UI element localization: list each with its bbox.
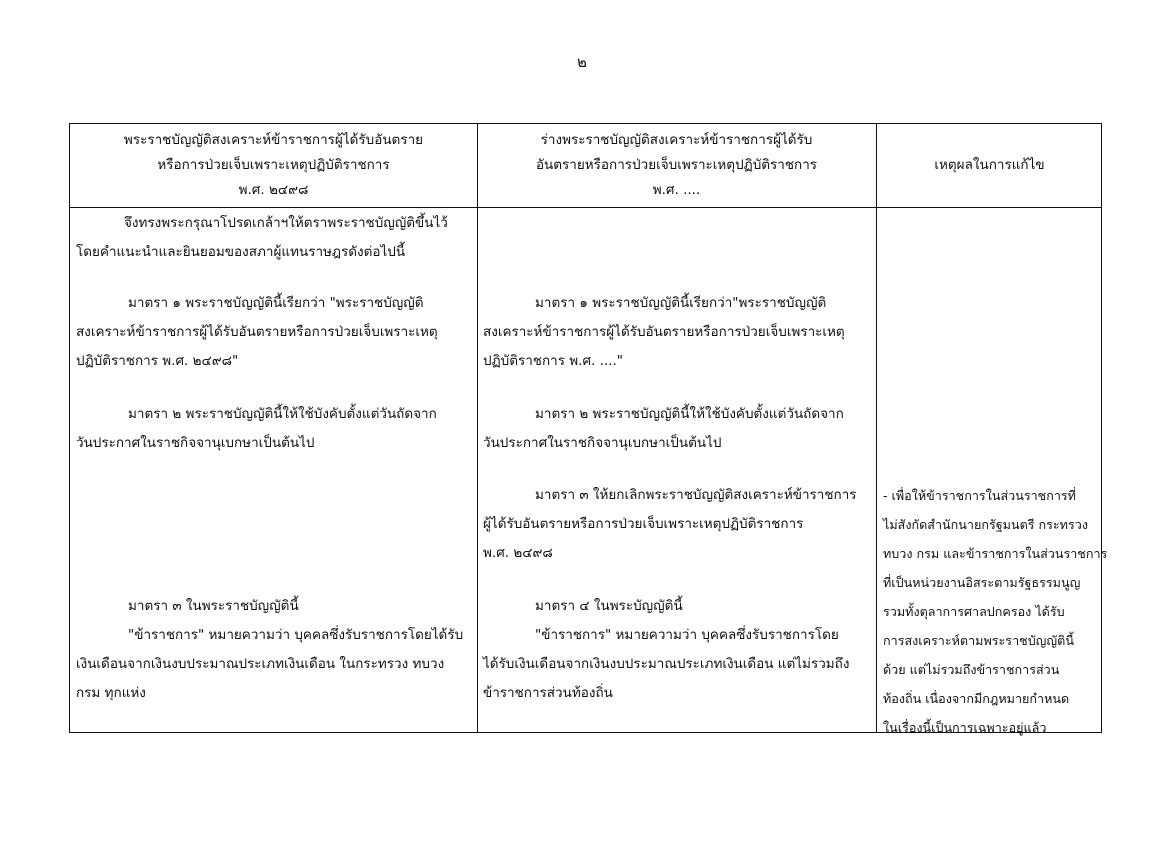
col1-section-3	[76, 592, 463, 708]
text-line: ไม่สังกัดสำนักนายกรัฐมนตรี กระทรวง	[883, 517, 1088, 532]
header-line: พ.ศ. ๒๔๙๘	[238, 182, 309, 198]
header-reason	[876, 124, 1103, 207]
text-line: มาตรา ๓ ในพระราชบัญญัตินี้	[128, 598, 299, 614]
col2-section-1	[483, 289, 845, 376]
text-line: กรม ทุกแห่ง	[76, 685, 146, 701]
text-line: รวมทั้งตุลาการศาลปกครอง ได้รับ	[883, 604, 1065, 619]
text-line: ผู้ได้รับอันตรายหรือการป่วยเจ็บเพราะเหตุปฏิบัติราชการ	[483, 516, 804, 532]
col2-section-3	[483, 481, 857, 568]
text-line: โดยคำแนะนำและยินยอมของสภาผู้แทนราษฎรดังต่อไปนี้	[76, 244, 406, 260]
header-line: พ.ศ. ....	[652, 182, 701, 198]
col1-section-2	[76, 400, 437, 458]
text-line: วันประกาศในราชกิจจานุเบกษาเป็นต้นไป	[76, 435, 315, 451]
comparison-table	[69, 123, 1108, 735]
text-line: "ข้าราชการ" หมายความว่า บุคคลซึ่งรับราชการโดยได้รับ	[128, 627, 464, 643]
col2-section-4	[483, 592, 849, 708]
header-draft-act	[477, 124, 876, 207]
text-line: - เพื่อให้ข้าราชการในส่วนราชการที่	[883, 488, 1076, 503]
text-line: สงเคราะห์ข้าราชการผู้ได้รับอันตรายหรือการป่วยเจ็บเพราะเหตุ	[76, 324, 438, 340]
header-line: หรือการป่วยเจ็บเพราะเหตุปฏิบัติราชการ	[157, 157, 390, 173]
text-line: ปฏิบัติราชการ พ.ศ. ๒๔๙๘"	[76, 353, 239, 369]
text-line: วันประกาศในราชกิจจานุเบกษาเป็นต้นไป	[483, 435, 722, 451]
col1-preamble	[76, 209, 448, 267]
text-line: "ข้าราชการ" หมายความว่า บุคคลซึ่งรับราชการโดย	[535, 627, 839, 643]
text-line: มาตรา ๒ พระราชบัญญัตินี้ให้ใช้บังคับตั้งแต่วันถัดจาก	[535, 406, 844, 422]
col1-section-1	[76, 289, 438, 376]
text-line: การสงเคราะห์ตามพระราชบัญญัตินี้	[883, 633, 1074, 648]
header-line: เหตุผลในการแก้ไข	[934, 157, 1045, 173]
page-number: ๒	[577, 53, 587, 71]
header-line: ร่างพระราชบัญญัติสงเคราะห์ข้าราชการผู้ได้รับ	[540, 132, 813, 148]
text-line: มาตรา ๑ พระราชบัญญัตินี้เรียกว่า"พระราชบัญญัติ	[535, 295, 827, 311]
text-line: มาตรา ๔ ในพระบัญญัตินี้	[535, 598, 683, 614]
header-line: พระราชบัญญัติสงเคราะห์ข้าราชการผู้ได้รับอันตราย	[123, 132, 424, 148]
col2-section-2	[483, 400, 844, 458]
column-divider-1	[477, 124, 478, 732]
text-line: มาตรา ๑ พระราชบัญญัตินี้เรียกว่า "พระราชบัญญัติ	[128, 295, 424, 311]
text-line: พ.ศ. ๒๔๙๘	[483, 545, 553, 561]
header-divider	[70, 207, 1101, 208]
text-line: เงินเดือนจากเงินงบประมาณประเภทเงินเดือน ในกระทรวง ทบวง	[76, 656, 445, 672]
header-current-act	[70, 124, 477, 207]
text-line: ข้าราชการส่วนท้องถิ่น	[483, 685, 613, 701]
text-line: ปฏิบัติราชการ พ.ศ. ...."	[483, 353, 623, 369]
column-divider-2	[876, 124, 877, 732]
text-line: มาตรา ๓ ให้ยกเลิกพระราชบัญญัติสงเคราะห์ข้าราชการ	[535, 487, 857, 503]
text-line: สงเคราะห์ข้าราชการผู้ได้รับอันตรายหรือการป่วยเจ็บเพราะเหตุ	[483, 324, 845, 340]
text-line: ทบวง กรม และข้าราชการในส่วนราชการ	[883, 546, 1108, 561]
text-line: ในเรื่องนี้เป็นการเฉพาะอยู่แล้ว	[883, 720, 1047, 735]
text-line: ด้วย แต่ไม่รวมถึงข้าราชการส่วน	[883, 662, 1060, 677]
text-line: จึงทรงพระกรุณาโปรดเกล้าฯให้ตราพระราชบัญญัติขึ้นไว้	[124, 215, 448, 231]
text-line: ได้รับเงินเดือนจากเงินงบประมาณประเภทเงินเดือน แต่ไม่รวมถึง	[483, 656, 850, 672]
text-line: มาตรา ๒ พระราชบัญญัตินี้ให้ใช้บังคับตั้งแต่วันถัดจาก	[128, 406, 437, 422]
col3-reason	[883, 481, 1107, 742]
text-line: ที่เป็นหน่วยงานอิสระตามรัฐธรรมนูญ	[883, 575, 1081, 590]
header-line: อันตรายหรือการป่วยเจ็บเพราะเหตุปฏิบัติราชการ	[535, 157, 818, 173]
text-line: ท้องถิ่น เนื่องจากมีกฎหมายกำหนด	[883, 691, 1070, 706]
